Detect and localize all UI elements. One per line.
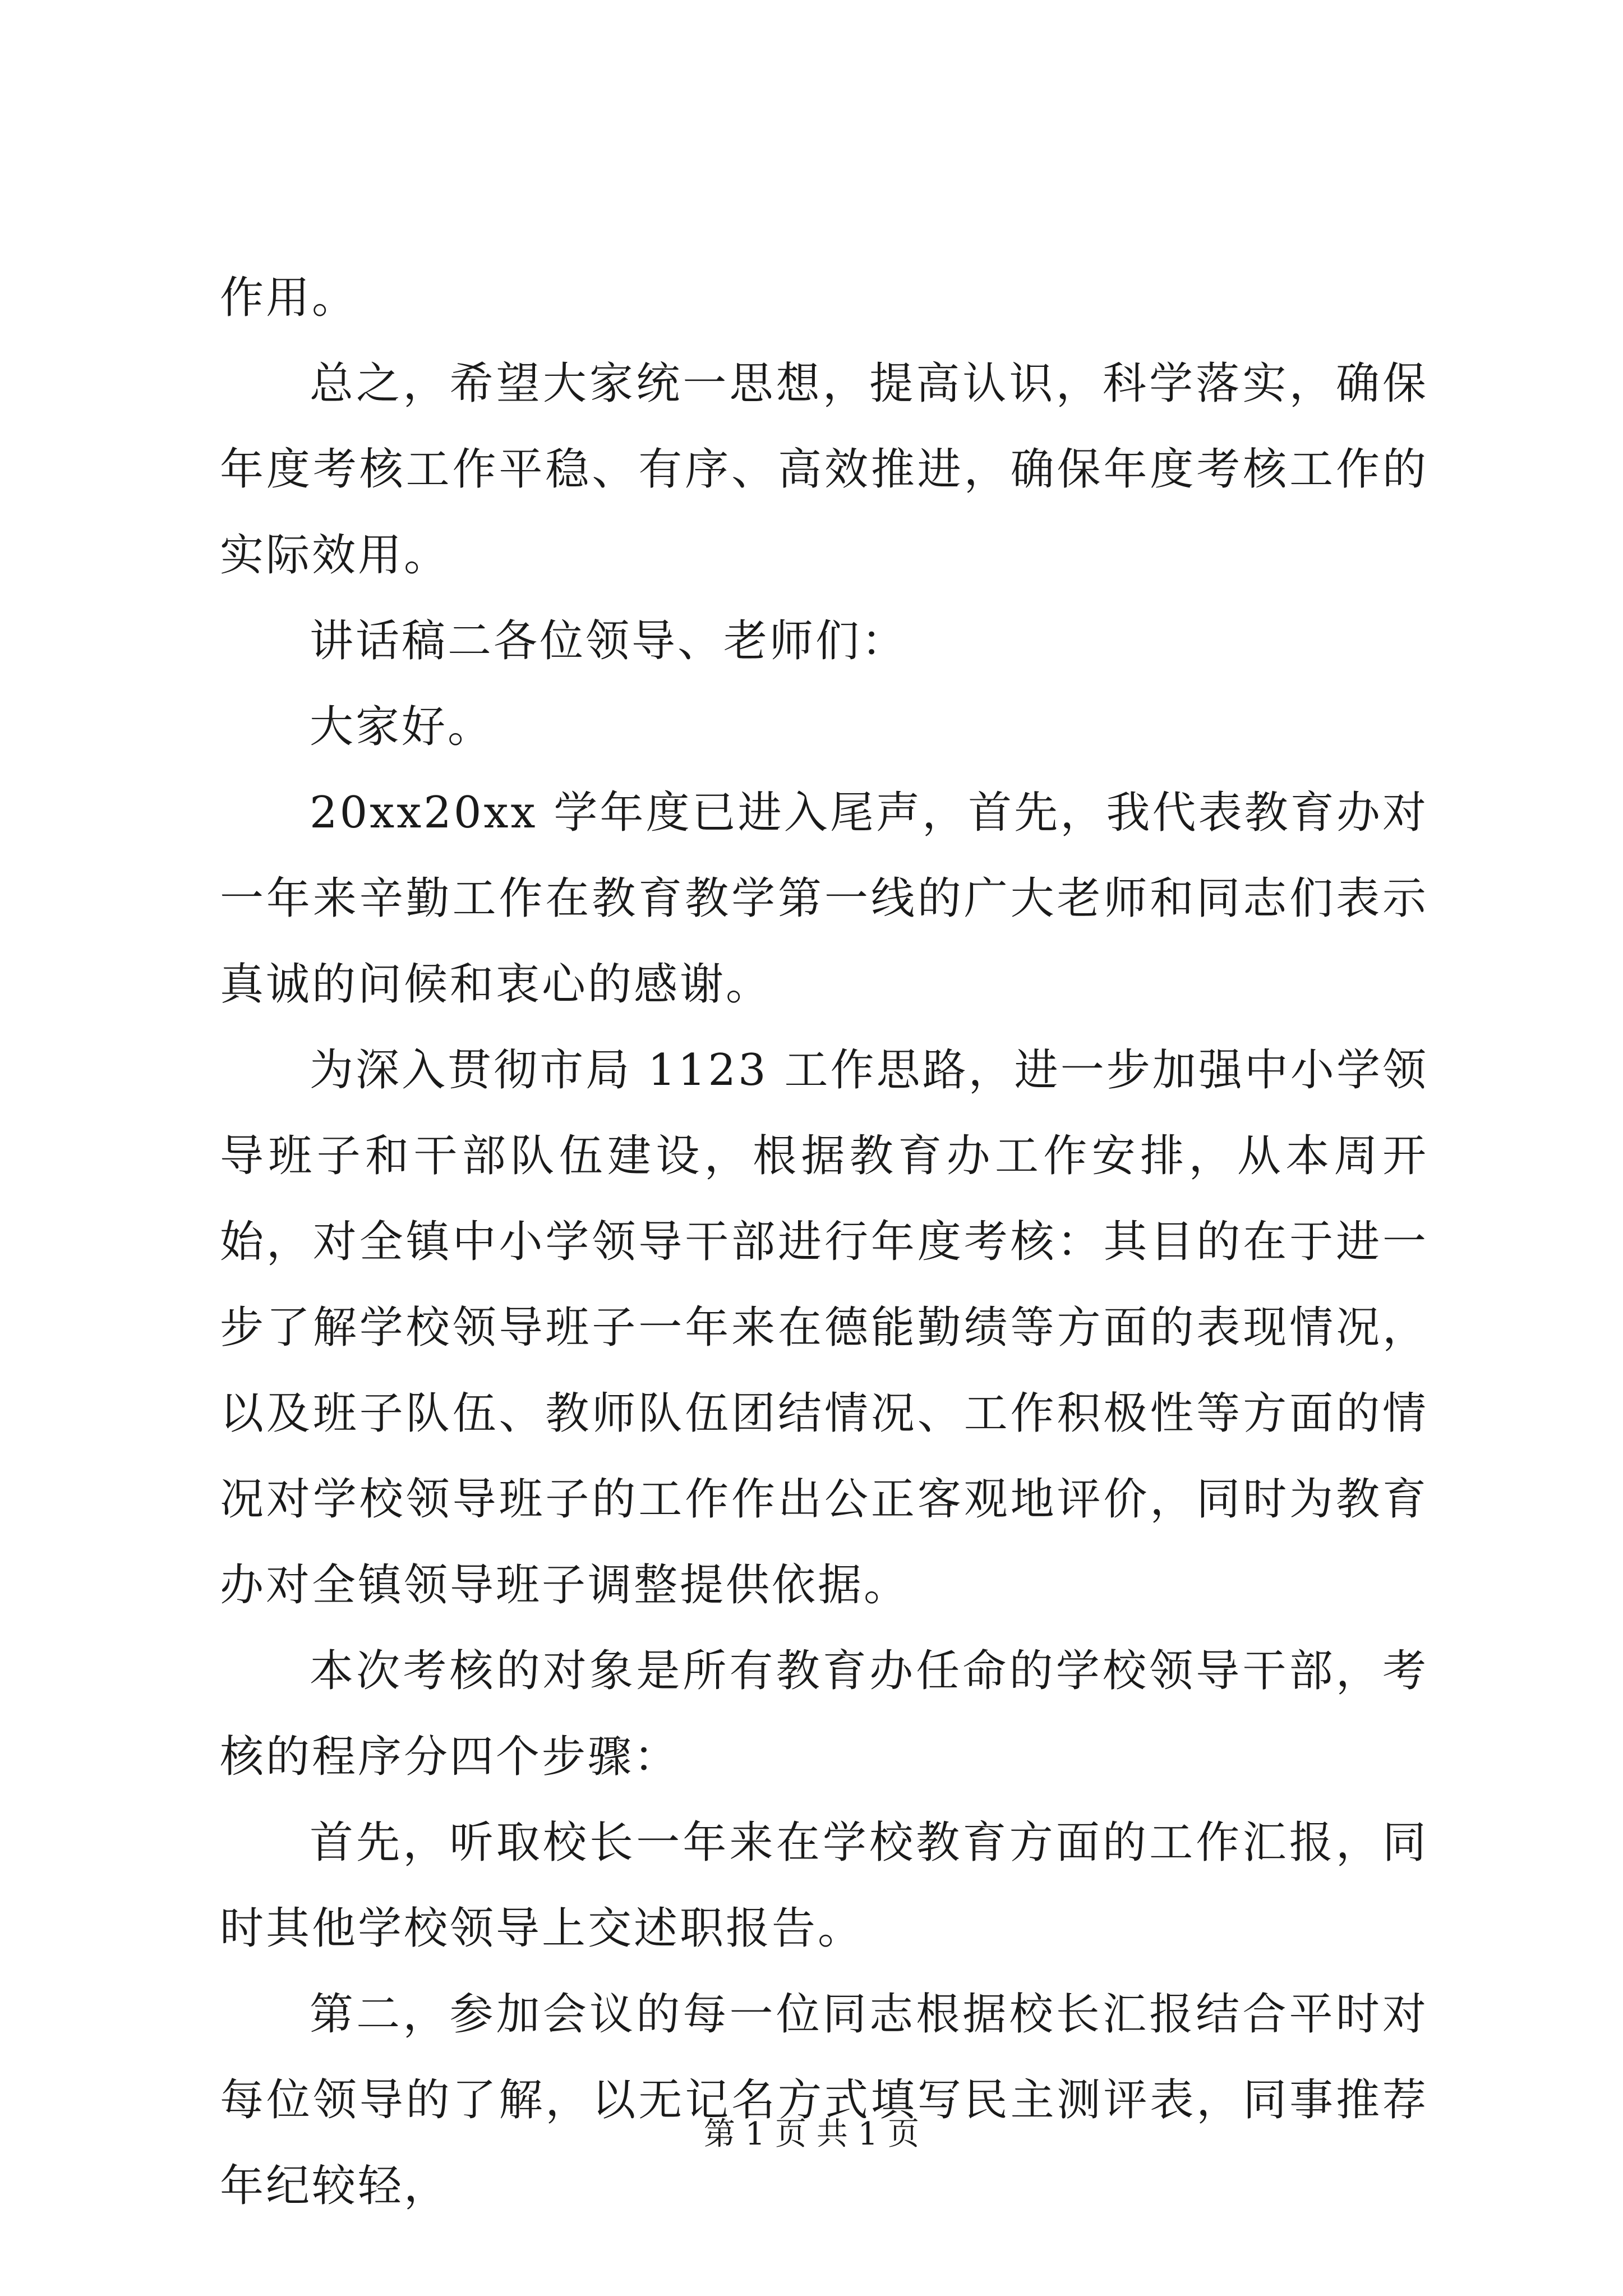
page-footer [0,2112,1623,2157]
paragraph: 为深入贯彻市局 1123 工作思路，进一步加强中小学领导班子和干部队伍建设，根据教育办工作安排，从本周开始，对全镇中小学领导干部进行年度考核：其目的在于进一步了解学校领导班子一年来在德能勤绩等方面的表现情况，以及班子队伍、教师队伍团结情况、工作积极性等方面的情况对学校领导班子的工作作出公正客观地评价，同时为教育办对全镇领导班子调整提供依据。 [220,1045,1428,1611]
paragraph: 第二，参加会议的每一位同志根据校长汇报结合平时对每位领导的了解，以无记名方式填写民主测评表，同事推荐年纪较轻， [220,1989,1428,2211]
paragraph: 20xx20xx 学年度已进入尾声，首先，我代表教育办对一年来辛勤工作在教育教学第一线的广大老师和同志们表示真诚的问候和衷心的感谢。 [220,788,1428,1010]
page-number-label: 第 1 页 共 1 页 [703,2116,920,2152]
paragraph: 作用。 [220,273,358,323]
paragraph: 首先，听取校长一年来在学校教育方面的工作汇报，同时其他学校领导上交述职报告。 [220,1818,1428,1954]
paragraph: 大家好。 [310,702,494,752]
paragraph: 本次考核的对象是所有教育办任命的学校领导干部，考核的程序分四个步骤： [220,1646,1428,1782]
paragraph: 总之，希望大家统一思想，提高认识，科学落实，确保年度考核工作平稳、有序、高效推进，确保年度考核工作的实际效用。 [220,358,1428,581]
paragraph: 讲话稿二各位领导、老师们： [310,616,908,666]
document-body [220,255,1428,2229]
